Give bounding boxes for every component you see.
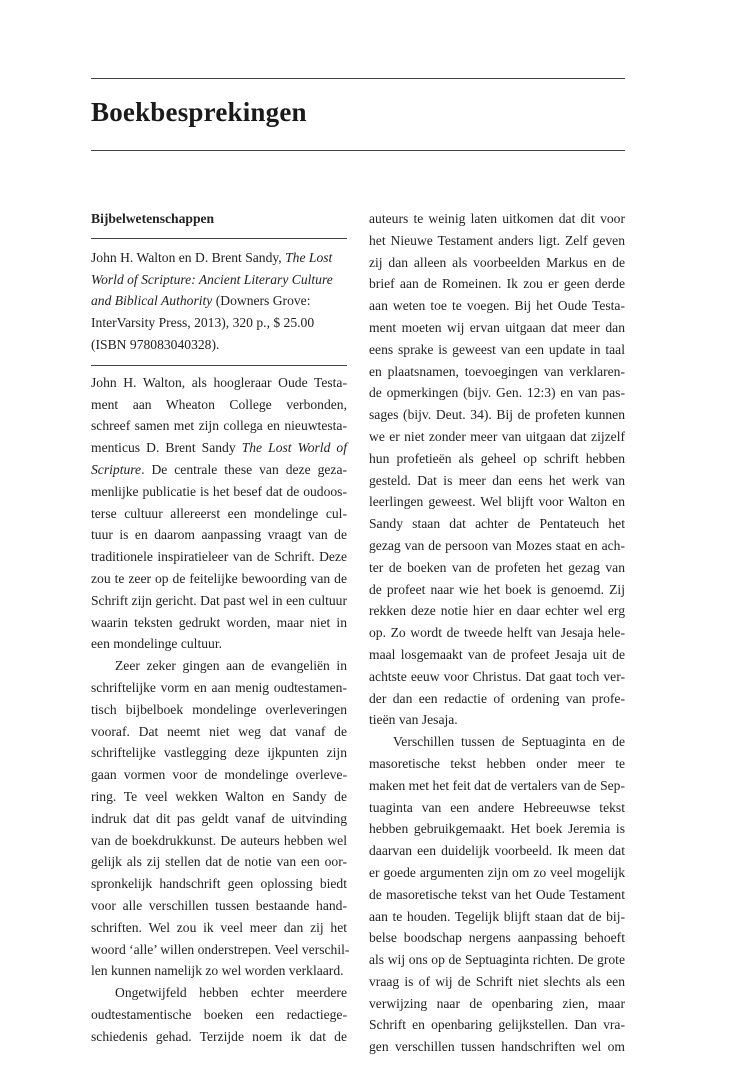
text-line: rekken deze notie hier en daar echter wel erg — [369, 603, 625, 619]
text-line: masoretische tekst hebben onder meer te — [369, 755, 625, 771]
text-line: we er niet zonder meer van uitgaan dat zijzelf — [369, 428, 625, 444]
section-heading: Bijbelwetenschappen — [91, 211, 215, 226]
text-line: schriften. Wel zou ik veel meer dan zij het — [91, 919, 347, 935]
text-line: eens sprake is geweest van een update in taal — [369, 341, 625, 357]
top-rule — [91, 78, 625, 79]
text-line: schriftelijke vorm en aan menig oudtestamen- — [91, 679, 347, 695]
text-line: ring. Te veel wekken Walton en Sandy de — [91, 788, 347, 804]
text-line: gen verschillen tussen handschriften wel om — [369, 1039, 625, 1055]
right-column — [369, 208, 625, 1058]
text-line: ment aan Wheaton College verbonden, — [91, 396, 347, 412]
text-line: Schrift zijn gericht. Dat past wel in een cultuur — [91, 592, 347, 608]
text-line: vraag is of wij de Schrift niet slechts als een — [369, 973, 625, 989]
text-line: de masoretische tekst van het Oude Testament — [369, 886, 625, 902]
text-line: achtste eeuw voor Christus. Dat gaat toch ver- — [369, 668, 625, 684]
text-line: der dan een redactie of ordening van profe- — [369, 690, 625, 706]
text-line: len kunnen namelijk zo wel worden verklaard. — [91, 963, 344, 979]
text-line: een mondelinge cultuur. — [91, 636, 222, 652]
text-line: ment moeten wij ervan uitgaan dat meer dan — [369, 319, 625, 335]
text-line: gaan vormen voor de mondelinge overleve- — [91, 767, 347, 783]
text-line: auteurs te weinig laten uitkomen dat dit voor — [369, 211, 625, 226]
text-line: de profeet naar wie het boek is genoemd. Zij — [369, 581, 625, 597]
text-line: van de boekdrukkunst. De auteurs hebben wel — [91, 832, 347, 848]
text-line: tuaginta van een andere Hebreeuwse tekst — [369, 799, 625, 815]
text-line: verwijzing naar de openbaring zien, maar — [369, 995, 625, 1011]
text-line: op. Zo wordt de tweede helft van Jesaja hele- — [369, 625, 625, 641]
review-text-left — [91, 372, 350, 1048]
text-line: schriftelijke vastlegging deze ijkpunten zijn — [91, 745, 347, 761]
text-line: waarin teksten gedrukt worden, maar niet in — [91, 614, 347, 630]
text-line: menticus D. Brent Sandy The Lost World of — [91, 440, 347, 456]
text-line: Scripture. De centrale these van deze geza- — [91, 461, 347, 477]
text-line: Sandy staan dat achter de Pentateuch het — [369, 516, 625, 532]
section-rule — [91, 238, 347, 239]
text-line: leerlingen geweest. Wel blijft voor Walton en — [369, 494, 625, 510]
citation-authors: John H. Walton en D. Brent Sandy, — [91, 249, 282, 265]
text-line: gesteld. Dat is meer dan eens het werk van — [369, 472, 625, 488]
citation-rule — [91, 365, 347, 366]
text-line: zou te zeer op de feitelijke bewoording van de — [91, 570, 347, 586]
text-line: indruk dat dit pas geldt vanaf de uitvinding — [91, 810, 347, 826]
left-column — [91, 208, 350, 1047]
review-text-right — [369, 208, 625, 1058]
citation-publisher: (Downers Grove: InterVarsity Press, 2013), 320 p., $ 25.00 (ISBN 978083040328). — [91, 293, 315, 352]
text-line: aan weten toe te voegen. Bij het Oude Testa- — [369, 298, 625, 314]
title-rule — [91, 150, 625, 151]
text-line: zij dan alleen als voorbeelden Markus en de — [369, 254, 625, 270]
text-line: gelijk als zij stellen dat de notie van een oor- — [91, 854, 347, 870]
text-line: tieën van Jesaja. — [369, 712, 458, 728]
text-line: als wij ons op de Septuaginta richten. De grote — [369, 952, 625, 968]
text-line: gezag van de persoon van Mozes staat en ach- — [369, 537, 625, 553]
text-line: spronkelijk handschrift geen oplossing biedt — [91, 876, 347, 892]
text-line: traditionele inspiratieleer van de Schrift. Deze — [91, 549, 347, 565]
text-line: hun profetieën als geheel op schrift hebben — [369, 450, 625, 466]
text-line: brief aan de Romeinen. Ik zou er geen derde — [369, 276, 625, 292]
text-line: aan te houden. Tegelijk blijft staan dat de bij- — [369, 908, 625, 924]
text-line: er goede argumenten zijn om zo veel mogelijk — [369, 864, 625, 880]
text-line: hebben gebruikgemaakt. Het boek Jeremia is — [369, 821, 625, 837]
text-line: daarvan een duidelijk voorbeeld. Ik meen dat — [369, 843, 625, 859]
text-line: schiedenis gehad. Terzijde noem ik dat de — [91, 1028, 347, 1044]
book-citation — [91, 247, 347, 356]
text-line: ter de boeken van de profeten het gezag van — [369, 559, 625, 575]
text-line: schreef samen met zijn collega en nieuwtesta- — [91, 418, 347, 434]
text-line: en plaatsnamen, toevoegingen van verklaren- — [369, 363, 625, 379]
text-line: oudtestamentische boeken een redactiege- — [91, 1006, 347, 1022]
text-line: Verschillen tussen de Septuaginta en de — [393, 734, 625, 750]
text-line: Ongetwijfeld hebben echter meerdere — [115, 985, 347, 1001]
text-line: de opmerkingen (bijv. Gen. 12:3) en van pas- — [369, 385, 625, 401]
text-line: maal losgemaakt van de profeet Jesaja uit de — [369, 646, 625, 662]
text-line: tuur is en daarom aanpassing vraagt van de — [91, 527, 347, 543]
text-line: belse boodschap nergens aanpassing behoeft — [369, 930, 625, 946]
citation-title: The Lost World of Scripture: Ancient Literary Culture and Biblical Authority — [91, 249, 333, 309]
text-line: sages (bijv. Deut. 34). Bij de profeten kunnen — [369, 407, 625, 423]
text-line: woord ‘alle’ willen onderstrepen. Veel verschil- — [91, 941, 350, 957]
text-line: vooraf. Dat neemt niet weg dat vanaf de — [91, 723, 347, 739]
text-line: Zeer zeker gingen aan de evangeliën in — [115, 658, 347, 674]
text-line: John H. Walton, als hoogleraar Oude Testa- — [91, 374, 347, 390]
text-line: Schrift en openbaring gelijkstellen. Dan vra- — [369, 1017, 625, 1033]
text-line: menlijke publicatie is het besef dat de oudoos- — [91, 483, 347, 499]
text-line: maken met het feit dat de vertalers van de Sep- — [369, 777, 625, 793]
text-line: terse cultuur allereerst een mondelinge cul- — [91, 505, 347, 521]
text-line: voor alle verschillen tussen bestaande hand- — [91, 897, 347, 913]
text-line: tisch bijbelboek mondelinge overleveringen — [91, 701, 347, 717]
page-title: Boekbesprekingen — [91, 97, 307, 127]
text-line: het Nieuwe Testament anders ligt. Zelf geven — [369, 232, 625, 248]
